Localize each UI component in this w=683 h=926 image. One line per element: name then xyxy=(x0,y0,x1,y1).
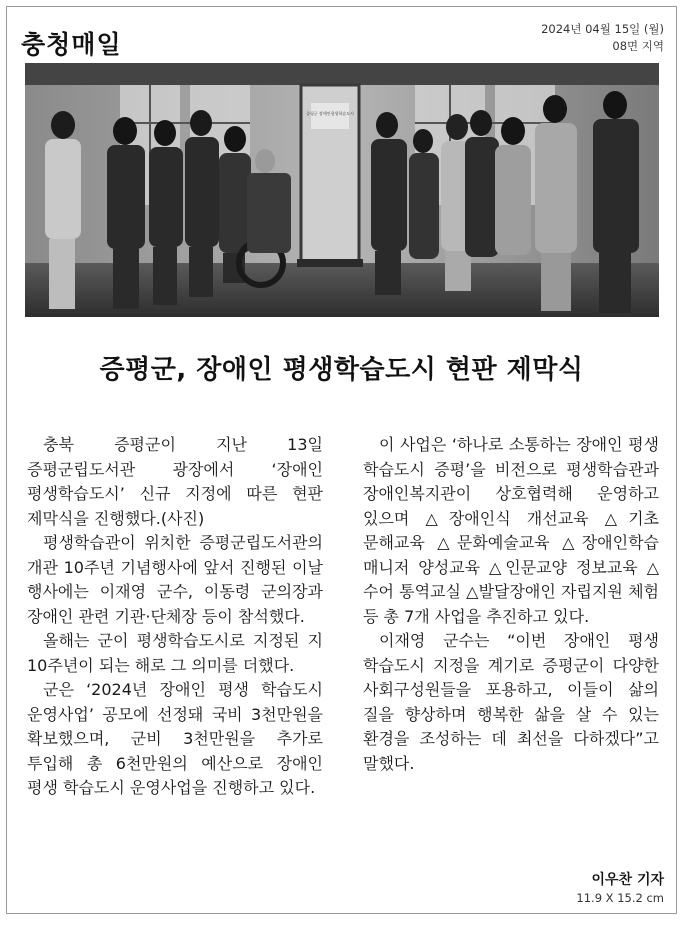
reporter-byline: 이우찬 기자 xyxy=(591,872,664,888)
paragraph: 충북 증평군이 지난 13일 증평군립도서관 광장에서 ‘장애인 평생학습도시’ 신규 지정에 따른 현판 제막식을 진행했다.(사진) xyxy=(27,435,323,528)
paragraph: 이 사업은 ‘하나로 소통하는 장애인 평생 학습도시 증평’을 비전으로 평생학습관과 장애인복지관이 상호협력해 운영하고 있으며 △장애인식 개선교육 △기초 문해교육 △문화예술교육 △장애인학습 매니저 양성교육 △인문교양 정보교육 △수어 통역교실 △발달장애인 자립지원 체험 등 총 7개 사업을 추진하고 있다. xyxy=(363,435,659,626)
paragraph: 평생학습관이 위치한 증평군립도서관의 개관 10주년 기념행사에 앞서 진행된 이날 행사에는 이재영 군수, 이동령 군의장과 장애인 관련 기관·단체장 등이 참석했다. xyxy=(27,533,323,626)
clipping-size: 11.9 X 15.2 cm xyxy=(576,891,664,905)
paragraph: 이재영 군수는 “이번 장애인 평생 학습도시 지정을 계기로 증평군이 다양한 사회구성원들을 포용하고, 이들이 삶의 질을 향상하며 행복한 삶을 살 수 있는 환경을 조성하는 데 최선을 다하겠다”고 말했다. xyxy=(363,631,659,773)
dateline xyxy=(541,21,664,55)
newspaper-clipping xyxy=(6,6,677,914)
ceremony-photo xyxy=(25,63,659,317)
plaque-text: 증평군 장애인평생학습도시 xyxy=(306,111,354,116)
article-column-right xyxy=(363,433,659,776)
issue-date: 2024년 04월 15일 (월) xyxy=(541,22,664,36)
article-column-left xyxy=(27,433,323,801)
page-section: 08면 지역 xyxy=(612,39,664,53)
newspaper-masthead: 충청매일 xyxy=(21,30,122,59)
paragraph: 군은 ‘2024년 장애인 평생 학습도시 운영사업’ 공모에 선정돼 국비 3천만원을 확보했으며, 군비 3천만원을 추가로 투입해 총 6천만원의 예산으로 장애인 평생 학습도시 운영사업을 진행하고 있다. xyxy=(27,680,323,797)
article-headline: 증평군, 장애인 평생학습도시 현판 제막식 xyxy=(99,355,584,385)
paragraph: 올해는 군이 평생학습도시로 지정된 지 10주년이 되는 해로 그 의미를 더했다. xyxy=(27,631,323,675)
ceremony-photo-illustration xyxy=(25,63,659,317)
